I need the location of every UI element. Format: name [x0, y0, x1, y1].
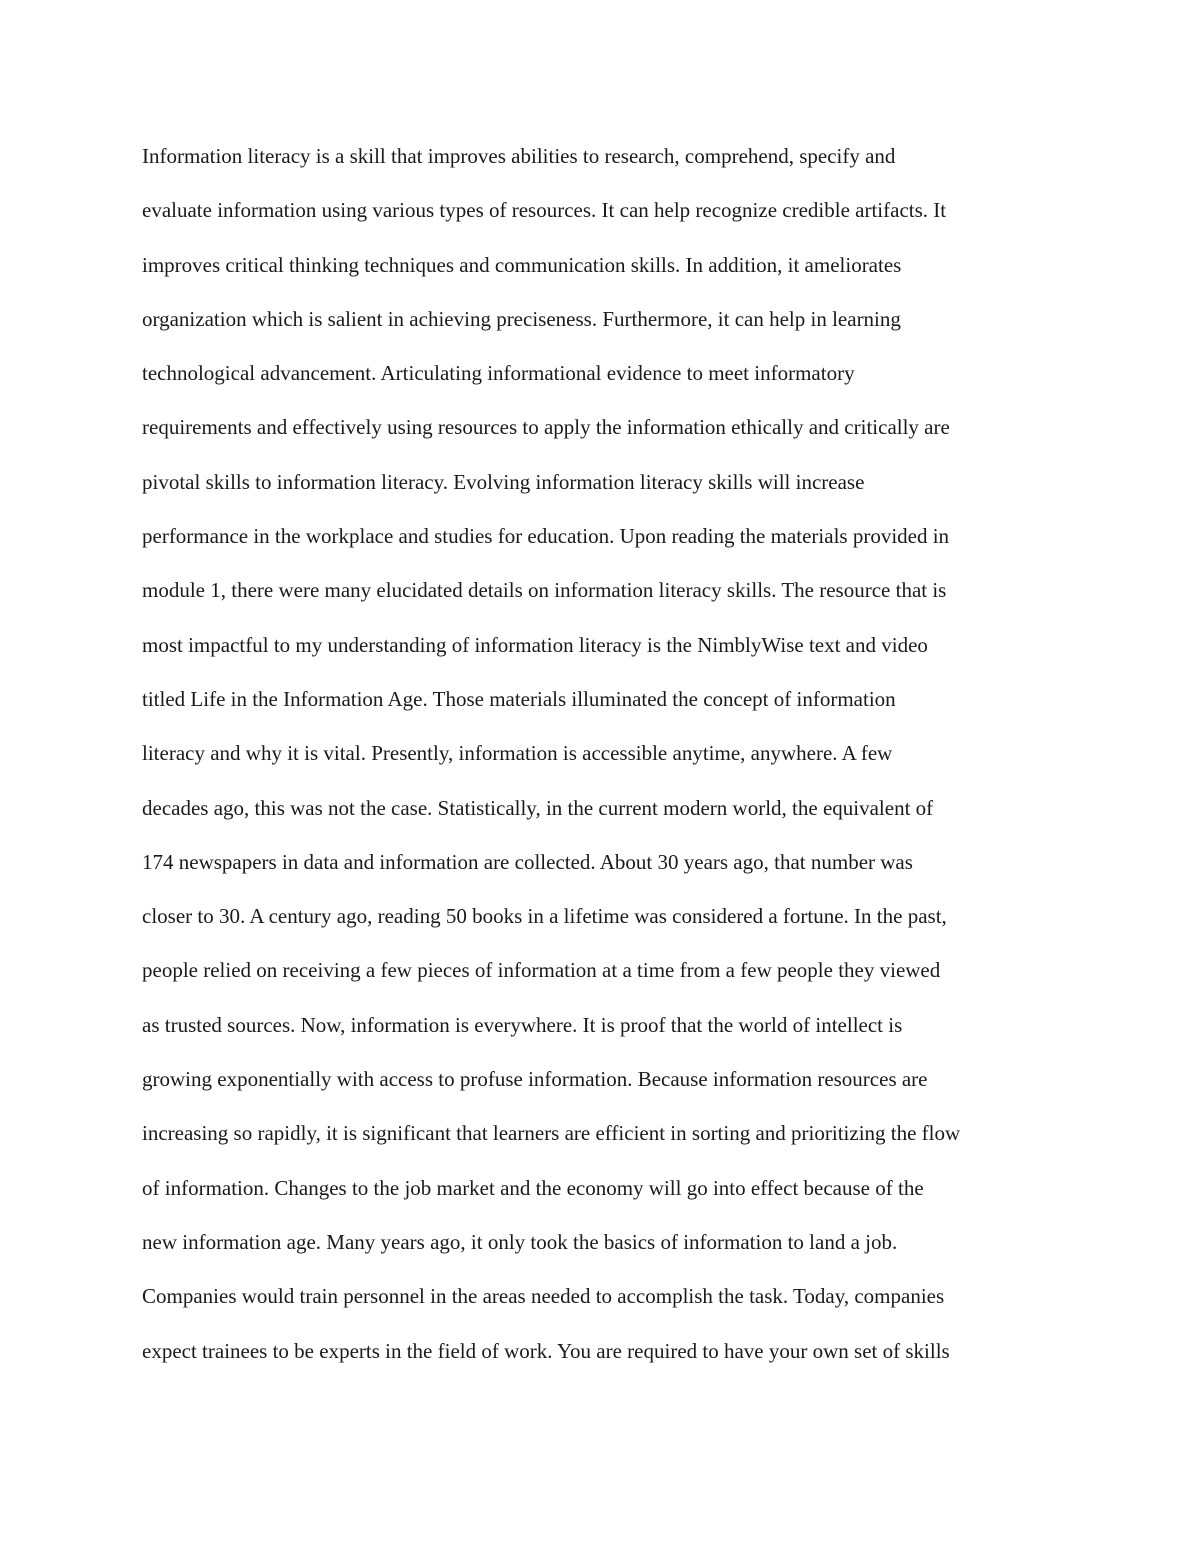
text-line: as trusted sources. Now, information is everywhere. It is proof that the world of intellect is	[142, 1012, 903, 1037]
text-line: module 1, there were many elucidated details on information literacy skills. The resource that is	[142, 578, 947, 603]
text-line: technological advancement. Articulating informational evidence to meet informatory	[142, 361, 855, 386]
text-line: Companies would train personnel in the areas needed to accomplish the task. Today, companies	[142, 1284, 945, 1309]
text-line: 174 newspapers in data and information are collected. About 30 years ago, that number was	[142, 849, 913, 874]
text-line: evaluate information using various types of resources. It can help recognize credible artifacts. It	[142, 198, 947, 223]
text-line: expect trainees to be experts in the field of work. You are required to have your own set of skills	[142, 1338, 950, 1363]
text-line: titled Life in the Information Age. Those materials illuminated the concept of information	[142, 686, 896, 711]
text-line: literacy and why it is vital. Presently, information is accessible anytime, anywhere. A few	[142, 741, 893, 766]
text-line: people relied on receiving a few pieces of information at a time from a few people they viewed	[142, 958, 941, 983]
text-line: requirements and effectively using resources to apply the information ethically and critically are	[142, 415, 950, 440]
body-paragraph	[142, 129, 1082, 1378]
text-line: of information. Changes to the job market and the economy will go into effect because of the	[142, 1175, 924, 1200]
text-line: new information age. Many years ago, it only took the basics of information to land a job.	[142, 1229, 898, 1254]
text-line: increasing so rapidly, it is significant that learners are efficient in sorting and prioritizing the flow	[142, 1121, 961, 1146]
text-line: closer to 30. A century ago, reading 50 books in a lifetime was considered a fortune. In the past,	[142, 904, 947, 929]
text-line: most impactful to my understanding of information literacy is the NimblyWise text and video	[142, 632, 928, 657]
text-line: decades ago, this was not the case. Statistically, in the current modern world, the equivalent of	[142, 795, 934, 820]
text-line: improves critical thinking techniques and communication skills. In addition, it ameliorates	[142, 252, 902, 277]
text-line: pivotal skills to information literacy. Evolving information literacy skills will increase	[142, 469, 865, 494]
text-line: growing exponentially with access to profuse information. Because information resources are	[142, 1067, 928, 1092]
text-line: organization which is salient in achieving preciseness. Furthermore, it can help in learning	[142, 306, 901, 331]
text-line: performance in the workplace and studies for education. Upon reading the materials provided in	[142, 524, 950, 549]
text-line: Information literacy is a skill that improves abilities to research, comprehend, specify and	[142, 144, 896, 168]
